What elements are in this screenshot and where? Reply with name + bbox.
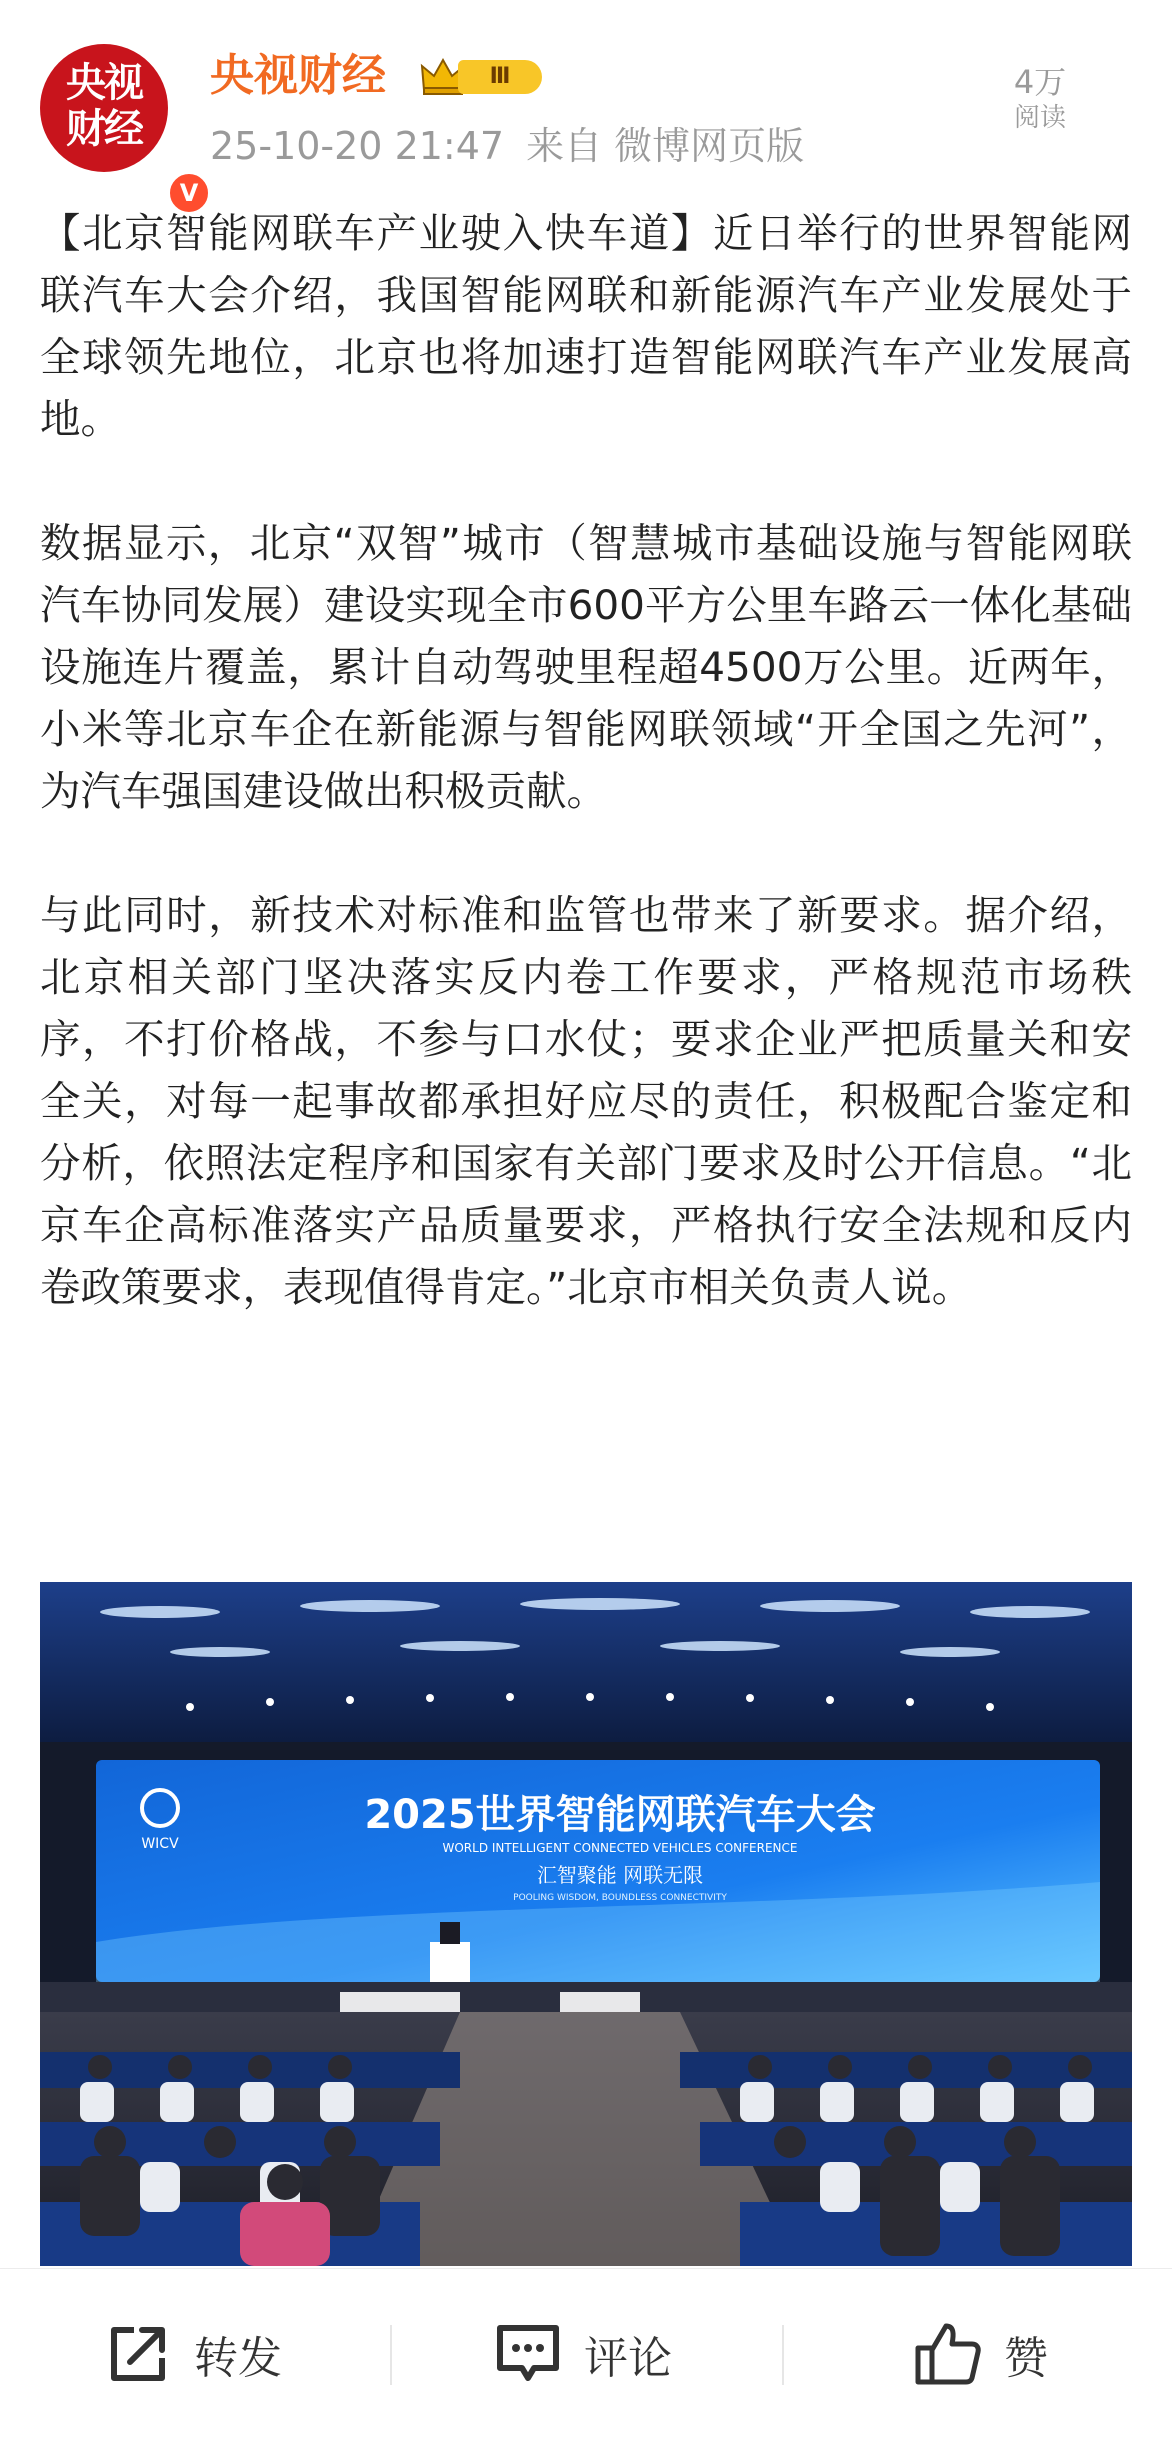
post-paragraph: 数据显示，北京“双智”城市（智慧城市基础设施与智能网联汽车协同发展）建设实现全市600平方公里车路云一体化基础设施连片覆盖，累计自动驾驶里程超4500万公里。近两年，小米等北京车企在新能源与智能网联领域“开全国之先河”，为汽车强国建设做出积极贡献。 — [40, 519, 1132, 815]
share-icon — [100, 2316, 176, 2392]
author-name[interactable]: 央视财经 — [210, 50, 386, 101]
read-count-value: 4万 — [1013, 63, 1067, 101]
avatar-logo-text: 央视 财经 — [66, 60, 142, 152]
screen-slogan-en: POOLING WISDOM, BOUNDLESS CONNECTIVITY — [513, 1893, 727, 1903]
read-count-label: 阅读 — [1013, 103, 1066, 133]
verified-v-icon: V — [166, 170, 212, 216]
comment-icon — [490, 2316, 566, 2392]
read-count — [980, 62, 1100, 134]
post-paragraph: 【北京智能网联车产业驶入快车道】近日举行的世界智能网联汽车大会介绍，我国智能网联和新能源汽车产业发展处于全球领先地位，北京也将加速打造智能网联汽车产业发展高地。 — [40, 209, 1132, 443]
comment-button[interactable] — [490, 2269, 672, 2438]
post-image[interactable] — [40, 1582, 1132, 2266]
repost-label: 转发 — [194, 2333, 282, 2384]
conference-photo — [40, 1582, 1132, 2266]
screen-title: 2025世界智能网联汽车大会 — [364, 1792, 876, 1838]
comment-label: 评论 — [584, 2333, 672, 2384]
avatar[interactable] — [40, 44, 199, 207]
post-header — [0, 0, 1172, 207]
like-label: 赞 — [1004, 2333, 1048, 2384]
post-action-bar — [0, 2268, 1172, 2438]
post-meta — [210, 122, 804, 170]
screen-slogan: 汇智聚能 网联无限 — [536, 1863, 704, 1887]
action-divider — [390, 2325, 392, 2385]
repost-button[interactable] — [100, 2269, 282, 2438]
member-level-badge[interactable]: Ⅲ — [458, 60, 542, 94]
post-source: 来自 微博网页版 — [526, 124, 805, 168]
like-button[interactable] — [910, 2269, 1048, 2438]
screen-subtitle: WORLD INTELLIGENT CONNECTED VEHICLES CONFERENCE — [442, 1841, 798, 1855]
post-paragraph: 与此同时，新技术对标准和监管也带来了新要求。据介绍，北京相关部门坚决落实反内卷工作要求，严格规范市场秩序，不打价格战，不参与口水仗；要求企业严把质量关和安全关，对每一起事故都承担好应尽的责任，积极配合鉴定和分析，依照法定程序和国家有关部门要求及时公开信息。“北京车企高标准落实产品质量要求，严格执行安全法规和反内卷政策要求，表现值得肯定。”北京市相关负责人说。 — [40, 891, 1132, 1311]
post-body — [40, 202, 1132, 1318]
screen-logo-text: WICV — [141, 1836, 179, 1852]
post-timestamp: 25-10-20 21:47 — [210, 124, 505, 168]
action-divider — [782, 2325, 784, 2385]
thumbs-up-icon — [910, 2316, 986, 2392]
